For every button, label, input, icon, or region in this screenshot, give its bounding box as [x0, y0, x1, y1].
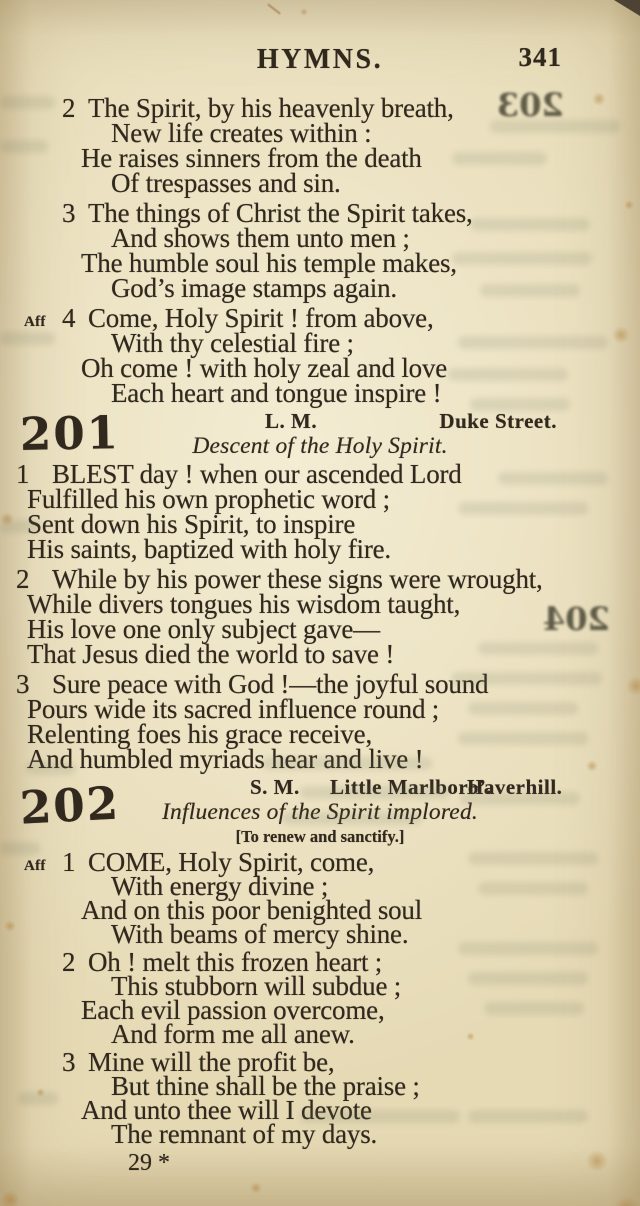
- bleed-through-smudge: [452, 252, 592, 265]
- bleed-through-smudge: [478, 882, 588, 895]
- page-footer: [128, 1150, 640, 1177]
- verse-line: The Spirit, by his heavenly breath,: [88, 93, 454, 123]
- foxing-spot: [612, 326, 630, 344]
- bleed-through-smudge: [468, 972, 588, 985]
- verse-line: And on this poor benighted soul: [81, 895, 423, 925]
- verse-line: Relenting foes his grace receive,: [27, 719, 372, 749]
- bleed-through-smudge: [452, 672, 602, 685]
- verse-line: God’s image stamps again.: [111, 273, 397, 303]
- foxing-spot: [0, 1190, 20, 1206]
- ghost-bleed-number: 204: [543, 600, 610, 638]
- hymn-title: Descent of the Holy Spirit.: [192, 433, 448, 459]
- verse-number: 1: [62, 847, 76, 877]
- verse-line: With thy celestial fire ;: [111, 328, 354, 358]
- bleed-through-smudge: [0, 96, 55, 109]
- foxing-spot: [592, 92, 606, 106]
- bleed-through-smudge: [458, 336, 608, 349]
- verse-line: And shows them unto men ;: [111, 223, 410, 253]
- margin-note-aff: Aff: [24, 858, 46, 874]
- foxing-spot: [466, 1032, 475, 1041]
- stanza: [62, 1047, 640, 1149]
- verse-line: Sure peace with God !—the joyful sound: [52, 669, 489, 699]
- ghost-bleed-number: 203: [497, 86, 564, 124]
- verse-number: 1: [16, 459, 30, 489]
- page-title: HYMNS.: [256, 44, 384, 75]
- verse-line: Mine will the profit be,: [88, 1047, 335, 1077]
- verse-line: While divers tongues his wisdom taught,: [27, 589, 461, 619]
- bleed-through-smudge: [468, 1110, 588, 1123]
- verse-number: 3: [62, 1047, 76, 1077]
- verse-line: The humble soul his temple makes,: [81, 248, 457, 278]
- bleed-through-smudge: [498, 472, 608, 485]
- verse-number: 4: [62, 303, 76, 333]
- bleed-through-smudge: [282, 812, 422, 825]
- verse-number: 2: [62, 93, 76, 123]
- verse-line: This stubborn will subdue ;: [111, 971, 402, 1001]
- printers-signature: 29 *: [128, 1150, 170, 1176]
- bleed-through-smudge: [262, 757, 432, 770]
- foxing-spot: [626, 676, 640, 696]
- hymn-tune: Haverhill.: [467, 775, 563, 799]
- foxing-spot: [624, 200, 634, 210]
- verse-line: Sent down his Spirit, to inspire: [27, 509, 356, 539]
- verse-line: The remnant of my days.: [111, 1119, 378, 1149]
- hymn-subtitle: [To renew and sanctify.]: [235, 827, 405, 846]
- verse-line: COME, Holy Spirit, come,: [88, 847, 375, 877]
- foxing-spot: [586, 760, 598, 772]
- bleed-through-smudge: [300, 786, 450, 799]
- verse-number: 3: [62, 198, 76, 228]
- bleed-through-smudge: [470, 398, 570, 411]
- hymn-tune: Duke Street.: [439, 409, 557, 433]
- hymn-number: 202: [18, 776, 122, 835]
- verse-line: And form me all anew.: [111, 1019, 355, 1049]
- foxing-spot: [4, 920, 16, 932]
- bleed-through-smudge: [470, 218, 590, 231]
- hymn-meter: S. M.: [250, 775, 300, 799]
- stanza: [24, 303, 640, 408]
- hymn-meter: L. M.: [265, 409, 318, 433]
- bleed-through-smudge: [452, 152, 547, 165]
- foxing-spot: [250, 1182, 262, 1194]
- verse-line: Each evil passion overcome,: [81, 995, 385, 1025]
- verse-line: But thine shall be the praise ;: [111, 1071, 420, 1101]
- verse-line: Of trespasses and sin.: [111, 168, 341, 198]
- page-number: 341: [518, 42, 562, 72]
- bleed-through-smudge: [448, 368, 568, 381]
- verse-line: His saints, baptized with holy fire.: [27, 534, 391, 564]
- margin-note-aff: Aff: [24, 314, 46, 330]
- bleed-through-smudge: [458, 732, 588, 745]
- stanza: [62, 947, 640, 1049]
- verse-line: And humbled myriads hear and live !: [27, 744, 424, 774]
- bleed-through-smudge: [0, 140, 48, 153]
- verse-number: 2: [16, 564, 30, 594]
- foxing-spot: [36, 1088, 45, 1097]
- verse-line: New life creates within :: [111, 118, 372, 148]
- foxing-spot: [614, 1196, 640, 1206]
- hymn-header: [0, 406, 640, 461]
- foxing-spot: [586, 1150, 608, 1172]
- foxing-spot: [0, 512, 14, 526]
- verse-line: While by his power these signs were wrought,: [52, 564, 543, 594]
- bleed-through-smudge: [458, 942, 598, 955]
- verse-line: Each heart and tongue inspire !: [111, 378, 442, 408]
- bleed-through-smudge: [468, 852, 598, 865]
- bleed-through-smudge: [0, 842, 40, 855]
- verse-number: 3: [16, 669, 30, 699]
- hymn-number: 201: [19, 406, 121, 461]
- bleed-through-smudge: [484, 1002, 584, 1015]
- hymn-title: Influences of the Spirit implored.: [162, 799, 478, 825]
- bleed-through-smudge: [478, 642, 598, 655]
- verse-line: Fulfilled his own prophetic word ;: [27, 484, 390, 514]
- page-header: [0, 0, 640, 76]
- verse-line: BLEST day ! when our ascended Lord: [52, 459, 462, 489]
- verse-line: Pours wide its sacred influence round ;: [27, 694, 440, 724]
- verse-line: His love one only subject gave—: [27, 614, 380, 644]
- bleed-through-smudge: [300, 1110, 460, 1123]
- hymn-tune: Little Marlboro’.: [330, 775, 493, 799]
- verse-line: And unto thee will I devote: [81, 1095, 372, 1125]
- verse-line: That Jesus died the world to save !: [27, 639, 395, 669]
- verse-line: Oh ! melt this frozen heart ;: [88, 947, 383, 977]
- bleed-through-smudge: [468, 702, 578, 715]
- verse-line: With beams of mercy shine.: [111, 919, 409, 949]
- bleed-through-smudge: [460, 792, 580, 805]
- verse-line: He raises sinners from the death: [81, 143, 422, 173]
- bleed-through-smudge: [26, 762, 76, 775]
- bleed-through-smudge: [480, 284, 580, 297]
- bleed-through-smudge: [0, 332, 55, 345]
- verse-line: Oh come ! with holy zeal and love: [81, 353, 448, 383]
- meter-line: [0, 409, 640, 432]
- foxing-spot: [300, 8, 308, 16]
- verse-number: 2: [62, 947, 76, 977]
- verse-line: Come, Holy Spirit ! from above,: [88, 303, 434, 333]
- bleed-through-smudge: [458, 502, 588, 515]
- verse-line: With energy divine ;: [111, 871, 329, 901]
- verse-line: The things of Christ the Spirit takes,: [88, 198, 473, 228]
